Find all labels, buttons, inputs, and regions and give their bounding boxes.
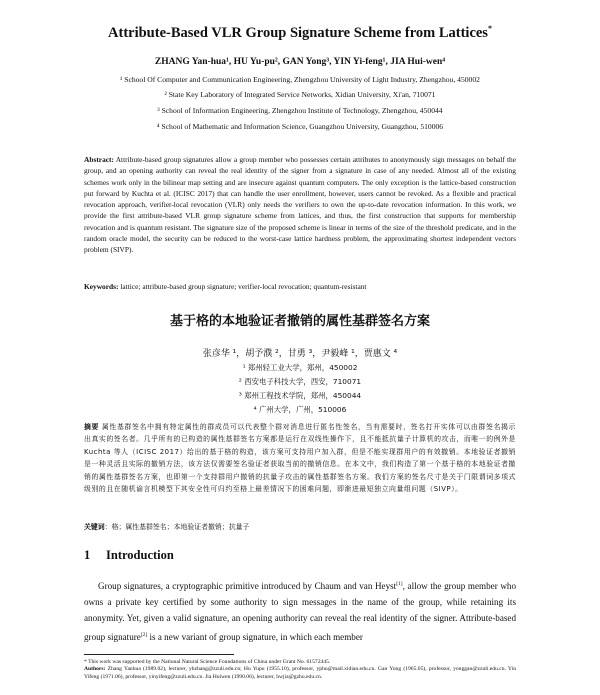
intro-text-2: , allow the group member who owns a private key certified by some authority to sign messages in the name of the group, while retaining its anonymity. Yet, given a valid signature, an opening authority can reveal the real identity of the signer. Attribute-based group signature [84,581,517,642]
authors-cn: 张彦华 ¹，胡予濮 ²，甘勇 ³，尹毅峰 ¹，贾惠文 ⁴ [202,349,398,359]
paper-title-text: Attribute-Based VLR Group Signature Scheme from Lattices [108,24,488,41]
abstract-cn [84,421,516,495]
keywords-en-text: lattice; attribute-based group signature; verifier-local revocation; quantum-resistant [120,282,367,291]
section-number: 1 [84,548,91,562]
title-footnote-mark: * [487,24,492,33]
affiliation-en-1: ¹ School Of Computer and Communication Engineering, Zhengzhou University of Light Industry, Zhengzhou, 450002 [120,75,480,84]
footnote-authors-text: Zhang Yanhua (1989.02), lecturer, yhzhang@zzuli.edu.cn; Hu Yupu (1955.10), professor, yphu@mail.xidian.edu.cn. Gan Yong (1965.05), professor, yonggan@zzuli.edu.cn. Yin Yifeng (1971.06), professor, yinyifeng@zzuli.edu.cn. Jia Huiwen (1990.06), lecturer, hwjia@gzhu.edu.cn. [84,666,516,680]
paper-title-en [0,24,600,42]
abstract-en-text: Attribute-based group signatures allow a group member who possesses certain attributes to anonymously sign messages on behalf the group, and an opening authority can reveal the real identity of the signer from a signature in case of any needed. Almost all of the existing schemes work only in the bilinear map setting and are insecure against quantum computers. The only exception is the lattice-based construction put forward by Kuchta et al. (ICISC 2017) that can handle the user enrollment, however, users cannot be revoked. As a flexible and practical revocation approach, verifier-local revocation (VLR) only needs the verifiers to own the up-to-date revocation information. In this work, we provide the first attribute-based VLR group signature scheme from lattices, and thus, the first construction that supports for membership revocation and is quantum resistant. The signature size of the proposed scheme is linear in terms of the size of the threshold predicate, and in the random oracle model, the security can be reduced to the worst-case lattice hardness problem, the approximating shortest independent vectors problem (SIVP). [84,155,516,255]
intro-paragraph [84,576,516,645]
footnote-funding: * This work was supported by the National Natural Science Foundations of China under Grant No. 61572445. [84,659,331,665]
abstract-en [84,154,516,256]
affiliation-cn-4: ⁴ 广州大学，广州，510006 [253,405,347,414]
footnote-authors [84,666,516,681]
intro-text-1: Group signatures, a cryptographic primitive introduced by Chaum and van Heyst [98,581,397,592]
keywords-cn: 关键词：格；属性基群签名；本地验证者撤销；抗量子 [84,523,250,531]
footnote-authors-label: Authors: [84,666,106,673]
keywords-cn-text: 格；属性基群签名；本地验证者撤销；抗量子 [111,523,250,531]
authors-en: ZHANG Yan-hua¹, HU Yu-pu², GAN Yong³, YIN Yi-feng¹, JIA Hui-wen⁴ [154,57,446,67]
abstract-cn-label: 摘要 [84,423,100,431]
footnote [84,659,516,681]
section-heading [84,548,174,563]
affiliation-cn-2: ² 西安电子科技大学，西安，710071 [238,377,362,386]
section-title: Introduction [106,548,174,562]
abstract-en-label: Abstract: [84,155,114,164]
paper-title-cn: 基于格的本地验证者撤销的属性基群签名方案 [169,314,430,329]
keywords-cn-label: 关键词 [84,523,105,531]
affiliation-en-3: ³ School of Information Engineering, Zhengzhou Institute of Technology, Zhengzhou, 450044 [157,106,443,115]
abstract-cn-text: 属性基群签名中拥有特定属性的群成员可以代表整个群对消息进行匿名性签名，当有需要时，签名打开实体可以由群签名揭示出真实的签名者。几乎所有的已构造的属性基群签名方案都是运行在双线性操作下，且不能抵抗量子计算机的攻击，而唯一的例外是 Kuchta 等人（ICISC 2017）给出的基于格的构造，该方案可支持用户加入群，但是不能实现群用户的有效撤销。本地验证者撤销是一种灵活且实际的撤销方法，该方法仅需要签名验证者获取当前的撤销信息。在本文中，我们构造了第一个基于格的本地验证者撤销的属性基群签名方案，也即第一个支持群用户撤销的抗量子攻击的属性基群签名方案。我们方案的签名尺寸是关于门限谓词多项式级别的且在随机谕言机模型下其安全性可归约至格上最差情况下的困难问题，即渐进最短独立向量组问题（SIVP）。 [84,423,516,494]
affiliation-en-2: ² State Key Laboratory of Integrated Service Networks, Xidian University, Xi'an, 710071 [164,90,436,99]
affiliation-cn-3: ³ 郑州工程技术学院，郑州，450044 [238,391,362,400]
affiliation-en-4: ⁴ School of Mathematic and Information Science, Guangzhou University, Guangzhou, 510006 [156,122,444,131]
citation-1: [1] [396,581,403,587]
intro-text-3: is a new variant of group signature, in which each member [147,631,363,642]
keywords-en [84,281,516,292]
citation-2: [2] [140,631,148,638]
affiliation-cn-1: ¹ 郑州轻工业大学，郑州，450002 [242,363,358,372]
keywords-en-label: Keywords: [84,282,119,291]
footnote-rule [84,654,234,655]
